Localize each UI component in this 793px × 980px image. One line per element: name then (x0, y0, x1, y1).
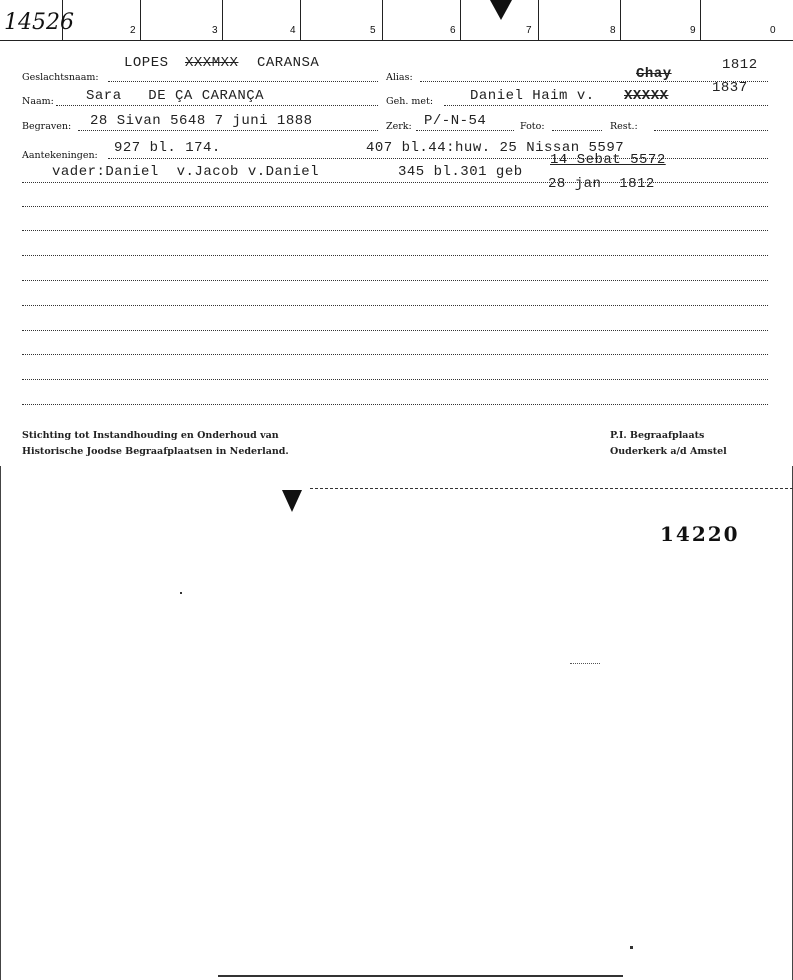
surname-value-2: CARANSA (257, 55, 320, 71)
bottom-line (218, 975, 623, 977)
column-divider (460, 0, 461, 40)
handwritten-card-number: 14526 (4, 10, 74, 35)
column-divider (300, 0, 301, 40)
empty-line (22, 280, 768, 281)
stamp-number: 14220 (660, 522, 740, 546)
year-second: 1837 (712, 80, 748, 96)
column-divider (538, 0, 539, 40)
empty-line (22, 379, 768, 380)
empty-line (22, 206, 768, 207)
column-number: 9 (690, 25, 696, 36)
rest-label: Rest.: (610, 121, 638, 132)
scan-speck (180, 592, 182, 594)
notes-line2-c: 14 Sebat 5572 (550, 152, 666, 168)
alias-label: Alias: (386, 72, 413, 83)
photo-label: Foto: (520, 121, 545, 132)
footer-left (22, 428, 289, 460)
column-number: 4 (290, 25, 296, 36)
column-number: 2 (130, 25, 136, 36)
notes-line1-b: 407 bl.44:huw. 25 Nissan 5597 (366, 140, 625, 156)
notes-line3: 28 jan 1812 (548, 176, 655, 192)
column-number: 7 (526, 25, 532, 36)
married-to-label: Geh. met: (386, 96, 434, 107)
empty-line (22, 404, 768, 405)
stone-value: P/-N-54 (424, 113, 487, 129)
married-to-value: Daniel Haim v. (470, 88, 595, 104)
column-divider (140, 0, 141, 40)
column-divider (700, 0, 701, 40)
column-number: 6 (450, 25, 456, 36)
surname-label: Geslachtsnaam: (22, 72, 99, 83)
card-divider (310, 488, 793, 489)
footer-right-line1: P.I. Begraafplaats (610, 430, 705, 441)
column-number: 3 (212, 25, 218, 36)
notes-line2-b: 345 bl.301 geb (398, 164, 523, 180)
alias-value: Chay (636, 66, 672, 82)
scan-speck (630, 946, 633, 949)
column-number: 8 (610, 25, 616, 36)
empty-line (22, 230, 768, 231)
column-strip (0, 0, 793, 42)
column-divider (222, 0, 223, 40)
card-edge-left (0, 466, 1, 980)
notes-line2-a: vader:Daniel v.Jacob v.Daniel (52, 164, 320, 180)
empty-line (22, 305, 768, 306)
footer-left-line1: Stichting tot Instandhouding en Onderhoud van (22, 430, 279, 441)
stone-label: Zerk: (386, 121, 412, 132)
empty-line (22, 354, 768, 355)
surname-struck-value: XXXMXX (185, 55, 239, 71)
column-number: 5 (370, 25, 376, 36)
name-label: Naam: (22, 96, 54, 107)
name-value: Sara DE ÇA CARANÇA (86, 88, 265, 104)
buried-label: Begraven: (22, 121, 72, 132)
buried-value: 28 Sivan 5648 7 juni 1888 (90, 113, 313, 129)
year-top: 1812 (722, 57, 758, 73)
scan-speck (570, 663, 600, 664)
column-divider (620, 0, 621, 40)
notch-marker-icon (282, 490, 302, 514)
surname-value: LOPES (124, 55, 169, 71)
footer-left-line2: Historische Joodse Begraafplaatsen in Nederland. (22, 446, 289, 457)
column-number: 0 (770, 25, 776, 36)
footer-right-line2: Ouderkerk a/d Amstel (610, 446, 727, 457)
notes-label: Aantekeningen: (22, 150, 98, 161)
notch-marker-icon (490, 0, 512, 22)
married-to-struck: XXXXX (624, 88, 669, 104)
notes-line1-a: 927 bl. 174. (114, 140, 221, 156)
footer-right (610, 428, 727, 460)
empty-line (22, 330, 768, 331)
column-divider (382, 0, 383, 40)
empty-line (22, 255, 768, 256)
